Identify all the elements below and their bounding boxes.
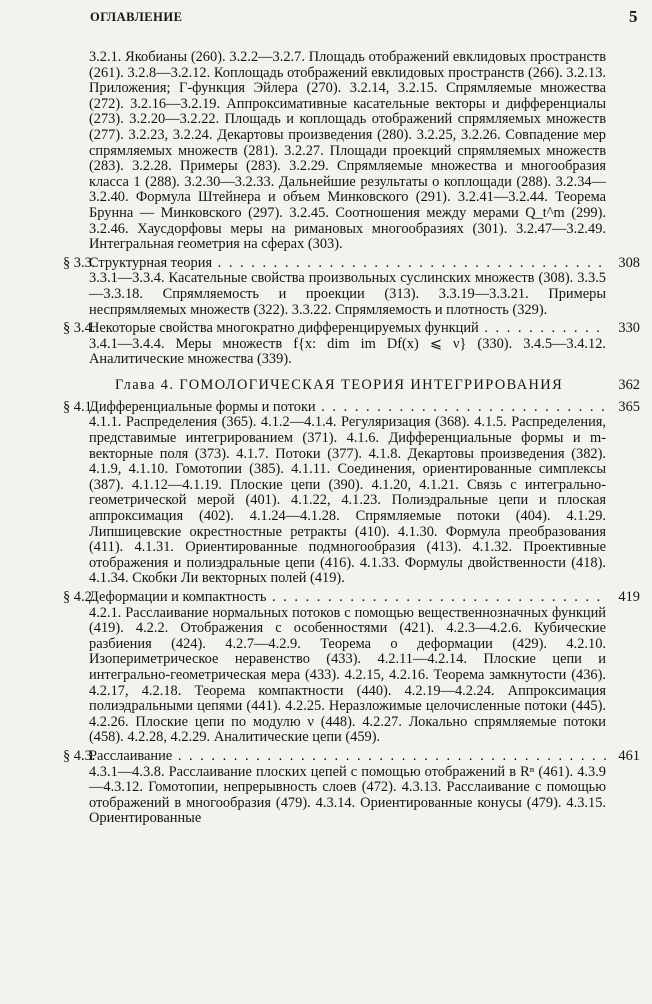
section-page-number: 365 <box>618 398 640 415</box>
chapter-title: Глава 4. ГОМОЛОГИЧЕСКАЯ ТЕОРИЯ ИНТЕГРИРОВАНИЯ <box>115 376 564 393</box>
section-entries: 3.3.1—3.3.4. Касательные свойства произвольных суслинских множеств (308). 3.3.5—3.3.18. Спрямляемость и проекции (313). 3.3.19—3.3.21. Примеры неспрямляемых множеств (322). 3.3.22. Спрямляемость и плотность (329). <box>89 270 606 318</box>
section-number: § 3.3. <box>63 254 96 271</box>
section-entries: 4.2.1. Расслаивание нормальных потоков с помощью вещественнозначных функций (419). 4.2.2. Отображения с особенностями (421). 4.2.3—4.2.6. Кубические разбиения (424). 4.2.7—4.2.9. Теорема о деформации (429). 4.2.10. Изопериметрическое неравенство (433). 4.2.11—4.2.14. Плоские цепи и интегрально-геометрическая мера (433). 4.2.15, 4.2.16. Теорема замкнутости (436). 4.2.17, 4.2.18. Теорема компактности (440). 4.2.19—4.2.24. Аппроксимация полиэдральными цепями (441). 4.2.25. Неразложимые целочисленные потоки (445). 4.2.26. Плоские цепи по модулю ν (448). 4.2.27. Локально спрямляемые потоки (458). 4.2.28, 4.2.29. Аналитические цепи (459). <box>89 604 606 746</box>
toc-section-heading[interactable] <box>63 400 640 416</box>
section-title: Дифференциальные формы и потоки . . . <box>89 400 606 416</box>
section-number: § 4.2. <box>63 589 96 605</box>
running-head <box>90 7 638 28</box>
section-page-number: 308 <box>618 254 640 271</box>
toc-content <box>63 50 640 827</box>
section-entries: 4.1.1. Распределения (365). 4.1.2—4.1.4. Регуляризация (368). 4.1.5. Распределения, представимые интегрированием (371). 4.1.6. Дифференциальные формы и m-векторные поля (373). 4.1.7. Потоки (377). 4.1.8. Декартовы произведения (382). 4.1.9, 4.1.10. Гомотопии (385). 4.1.11. Соединения, ориентированные симплексы (387). 4.1.12—4.1.19. Плоские цепи (390). 4.1.20, 4.1.21. Связь с интегрально-геометрической мерой (401). 4.1.22, 4.1.23. Полиэдральные цепи и плоская аппроксимация (402). 4.1.24—4.1.28. Спрямляемые потоки (404). 4.1.29. Липшицевские окрестностные ретракты (410). 4.1.30. Формула преобразования (411). 4.1.31. Ориентированные подмногообразия (413). 4.1.32. Проективные отображения и полиэдральные цепи (416). 4.1.33. Формулы двойственности (418). 4.1.34. Скобки Ли векторных полей (419). <box>89 414 606 587</box>
section-number: § 3.4. <box>63 320 96 337</box>
section-entries: 3.4.1—3.4.4. Меры множеств f{x: dim im Df(x) ⩽ ν} (330). 3.4.5—3.4.12. Аналитические множества (339). <box>89 335 606 368</box>
section-title: Расслаивание . . . <box>89 749 606 765</box>
chapter-heading[interactable] <box>63 378 640 396</box>
section-number: § 4.3. <box>63 747 96 764</box>
section-title: Деформации и компактность . . . <box>89 590 606 606</box>
chapter-page-number: 362 <box>618 376 640 393</box>
section-page-number: 461 <box>618 747 640 764</box>
section-page-number: 330 <box>618 320 640 337</box>
toc-section <box>63 256 640 318</box>
section-entries: 4.3.1—4.3.8. Расслаивание плоских цепей с помощью отображений в Rⁿ (461). 4.3.9—4.3.12. Гомотопии, непрерывность слоев (472). 4.3.13. Расслаивание с помощью отображений в многообразия (479). 4.3.14. Ориентированные конусы (479). 4.3.15. Ориентированные <box>89 763 606 827</box>
toc-section-heading[interactable] <box>63 256 640 272</box>
running-head-title: ОГЛАВЛЕНИЕ <box>90 10 183 24</box>
toc-section-heading[interactable] <box>63 749 640 765</box>
toc-section <box>63 400 640 587</box>
page-number: 5 <box>629 7 638 26</box>
toc-continuation-paragraph: 3.2.1. Якобианы (260). 3.2.2—3.2.7. Площадь отображений евклидовых пространств (261). 3.2.8—3.2.12. Коплощадь отображений евклидовых пространств (266). 3.2.13. Приложения; Г-функция Эйлера (270). 3.2.14, 3.2.15. Спрямляемые множества (272). 3.2.16—3.2.19. Аппроксимативные касательные векторы и дифференциалы (273). 3.2.20—3.2.22. Площадь и коплощадь отображений спрямляемых множеств (277). 3.2.23, 3.2.24. Декартовы произведения (280). 3.2.25, 3.2.26. Совпадение мер спрямляемых множеств (281). 3.2.27. Площади проекций спрямляемых множеств (283). 3.2.28. Примеры (283). 3.2.29. Спрямляемые множества и многообразия класса 1 (288). 3.2.30—3.2.33. Дальнейшие результаты о коплощади (288). 3.2.34—3.2.40. Формула Штейнера и объем Минковского (291). 3.2.41—3.2.44. Теорема Брунна — Минковского (297). 3.2.45. Соотношения между мерами Q_t^m (299). 3.2.46. Хаусдорфовы меры на римановых многообразиях (301). 3.2.47—3.2.49. Интегральная геометрия на сферах (303). <box>89 49 606 253</box>
section-title: Некоторые свойства многократно дифференцируемых функций . . . <box>89 321 606 337</box>
section-page-number: 419 <box>618 589 640 605</box>
toc-section <box>63 749 640 827</box>
toc-section-heading[interactable] <box>63 590 640 606</box>
toc-section <box>63 321 640 368</box>
toc-section <box>63 590 640 746</box>
section-title: Структурная теория . . . <box>89 256 606 272</box>
toc-section-heading[interactable] <box>63 321 640 337</box>
section-number: § 4.1. <box>63 398 96 415</box>
